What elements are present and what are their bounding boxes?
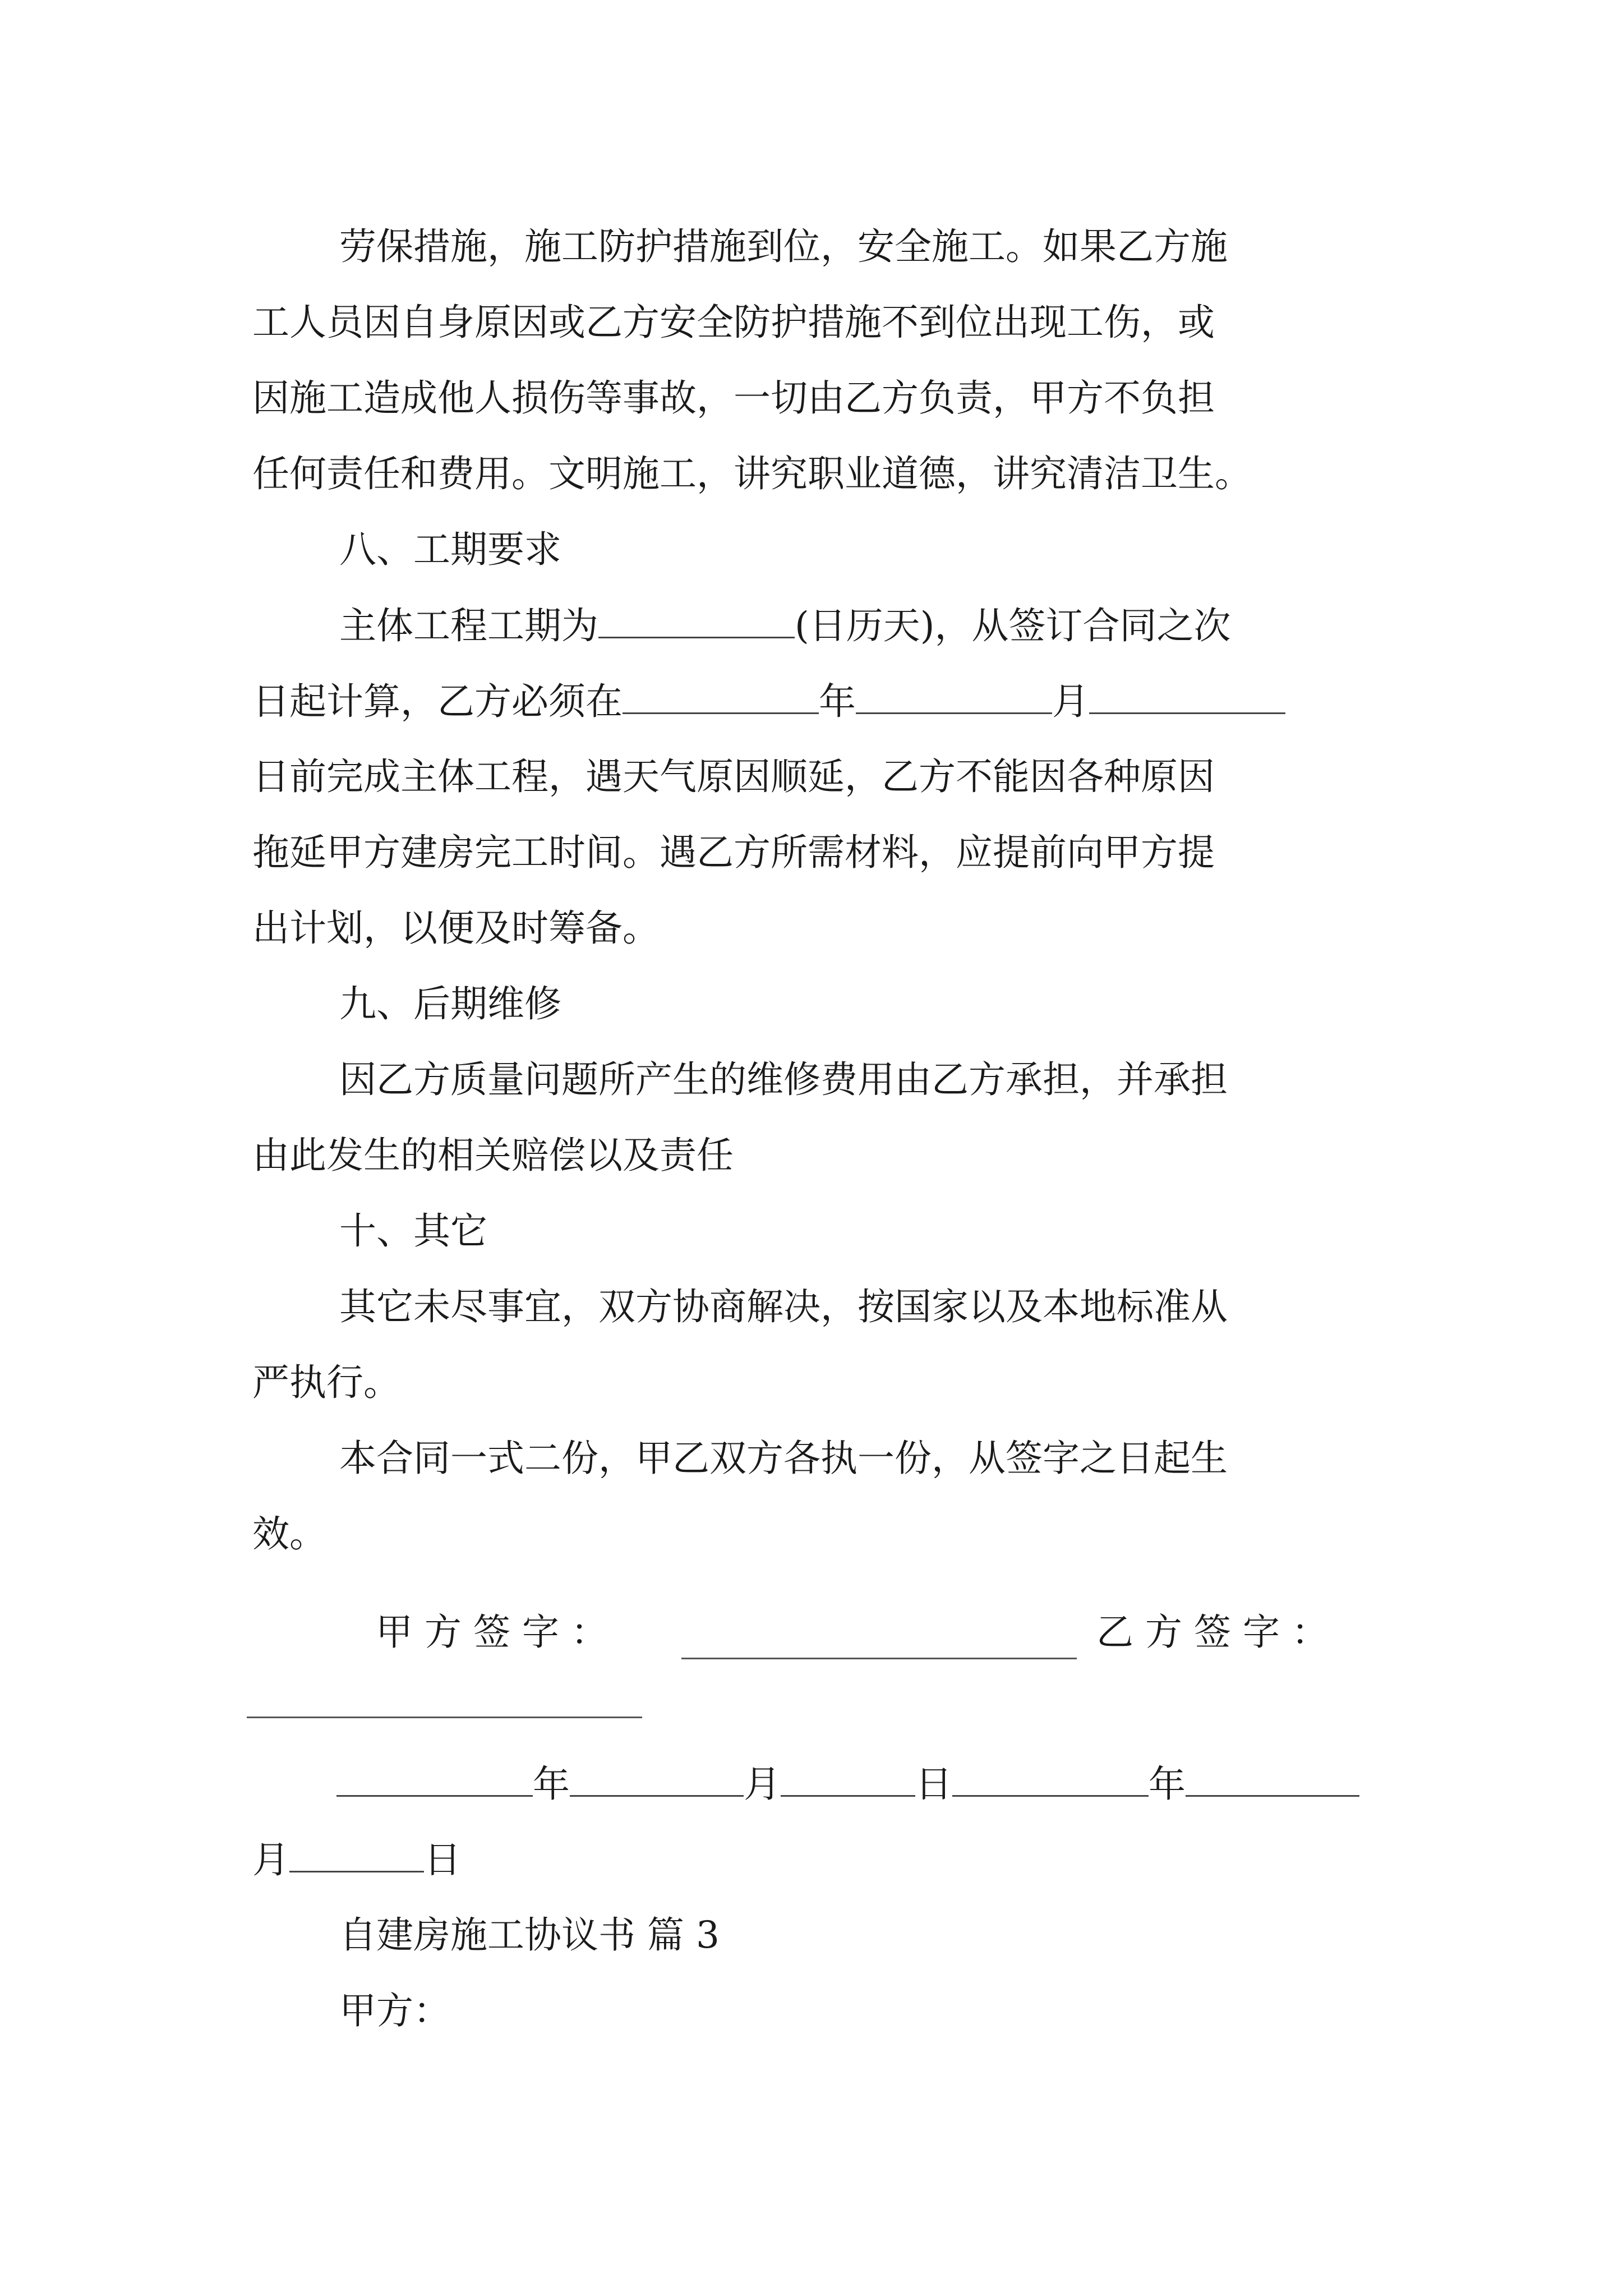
party-b-signature-label: 乙 方 签 字 ： <box>1096 1611 1329 1654</box>
party-a-year-blank <box>336 1756 533 1797</box>
party-a-signature-blank <box>681 1658 1077 1659</box>
section8-line3: 日前完成主体工程，遇天气原因顺延，乙方不能因各种原因 <box>252 755 1215 798</box>
duration-label: 主体工程工期为 <box>339 604 598 647</box>
section8-line1 <box>339 597 1231 654</box>
duration-blank <box>598 597 795 638</box>
party-a-signature-label: 甲 方 签 字 ： <box>376 1611 608 1654</box>
para1-line1: 劳保措施，施工防护措施到位，安全施工。如果乙方施 <box>339 225 1228 268</box>
party-b-signature-blank <box>247 1717 642 1718</box>
party-a-year-label: 年 <box>533 1763 570 1806</box>
section8-line2 <box>252 673 1285 730</box>
party-a-day-label: 日 <box>915 1763 952 1806</box>
section10-line3: 本合同一式二份，甲乙双方各执一份，从签字之日起生 <box>339 1437 1228 1480</box>
party-b-day-blank <box>289 1832 424 1872</box>
deadline-day-blank <box>1089 673 1285 714</box>
section10-line4: 效。 <box>252 1512 326 1556</box>
section10-heading: 十、其它 <box>339 1209 487 1253</box>
section9-heading: 九、后期维修 <box>339 982 561 1025</box>
para1-line2: 工人员因自身原因或乙方安全防护措施不到位出现工伤，或 <box>252 301 1215 344</box>
party-a-month-blank <box>570 1756 744 1797</box>
para1-line3: 因施工造成他人损伤等事故，一切由乙方负责，甲方不负担 <box>252 376 1215 420</box>
party-b-year-label: 年 <box>1149 1763 1186 1806</box>
deadline-month-label: 月 <box>1052 680 1089 723</box>
party-b-day-label: 日 <box>424 1838 461 1881</box>
section8-heading: 八、工期要求 <box>339 528 561 571</box>
party-a-month-label: 月 <box>744 1763 781 1806</box>
section9-line1: 因乙方质量问题所产生的维修费用由乙方承担，并承担 <box>339 1058 1228 1101</box>
party-a-label: 甲方： <box>339 1989 450 2032</box>
section10-line2: 严执行。 <box>252 1361 400 1404</box>
para1-line4: 任何责任和费用。文明施工，讲究职业道德，讲究清洁卫生。 <box>252 452 1252 495</box>
deadline-year-blank <box>623 673 819 714</box>
date-line-2 <box>252 1832 461 1888</box>
deadline-year-label: 年 <box>819 680 856 723</box>
date-line-1 <box>336 1756 1359 1812</box>
party-b-month-label: 月 <box>252 1838 289 1881</box>
section8-line4: 拖延甲方建房完工时间。遇乙方所需材料，应提前向甲方提 <box>252 831 1215 874</box>
section10-line1: 其它未尽事宜，双方协商解决，按国家以及本地标准从 <box>339 1285 1228 1328</box>
duration-suffix: (日历天)，从签订合同之次 <box>795 604 1231 647</box>
deadline-month-blank <box>856 673 1052 714</box>
section9-line2: 由此发生的相关赔偿以及责任 <box>252 1134 734 1177</box>
party-b-month-blank <box>1186 1756 1359 1797</box>
party-b-year-blank <box>952 1756 1149 1797</box>
section-title: 自建房施工协议书 篇 3 <box>339 1913 720 1957</box>
section8-line5: 出计划，以便及时筹备。 <box>252 907 660 950</box>
deadline-label: 日起计算，乙方必须在 <box>252 680 623 723</box>
party-a-day-blank <box>781 1756 915 1797</box>
